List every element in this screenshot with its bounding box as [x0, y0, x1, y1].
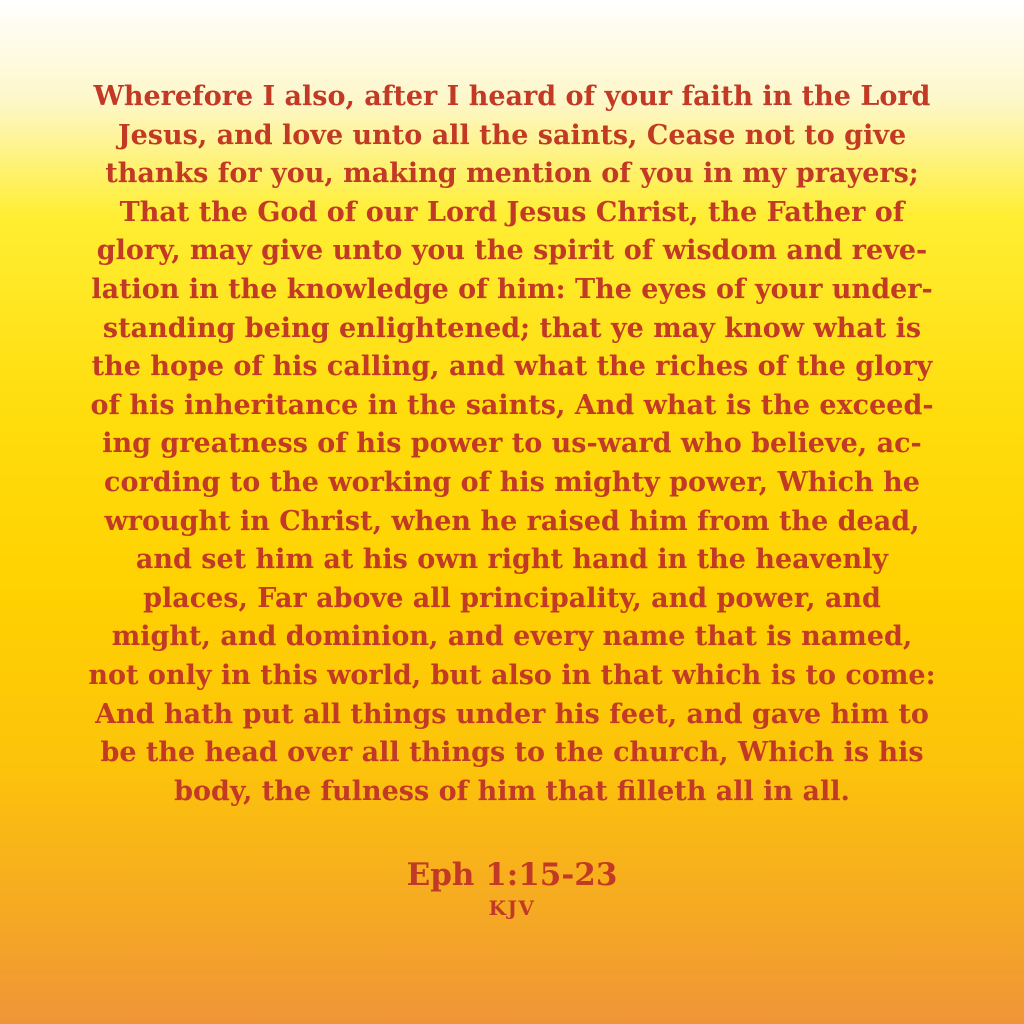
verse-reference: Eph 1:15-23 — [406, 857, 618, 894]
verse-line: places, Far above all principality, and power, and — [143, 582, 881, 614]
verse-line: might, and dominion, and every name that is named, — [111, 621, 913, 653]
verse-line: the hope of his calling, and what the riches of the glory — [91, 351, 933, 383]
verse-line: lation in the knowledge of him: The eyes of your under- — [91, 273, 933, 305]
verse-text — [0, 78, 1024, 811]
verse-line: ing greatness of his power to us-ward who believe, ac- — [102, 428, 922, 460]
verse-line: And hath put all things under his feet, and gave him to — [95, 698, 929, 730]
verse-line: Wherefore I also, after I heard of your faith in the Lord — [93, 81, 931, 112]
verse-line: That the God of our Lord Jesus Christ, the Father of — [119, 196, 905, 228]
verse-line: not only in this world, but also in that which is to come: — [88, 659, 936, 691]
verse-line: glory, may give unto you the spirit of wisdom and reve- — [96, 235, 928, 267]
verse-line: Jesus, and love unto all the saints, Cease not to give — [117, 119, 907, 151]
verse-line: wrought in Christ, when he raised him from the dead, — [104, 505, 920, 537]
translation-label: KJV — [488, 896, 536, 921]
verse-line: body, the fulness of him that filleth all in all. — [174, 775, 850, 807]
verse-line: and set him at his own right hand in the heavenly — [135, 544, 889, 576]
verse-line: thanks for you, making mention of you in my prayers; — [105, 158, 919, 190]
verse-line: standing being enlightened; that ye may know what is — [102, 312, 922, 344]
verse-line: of his inheritance in the saints, And what is the exceed- — [90, 389, 934, 421]
verse-line: be the head over all things to the church, Which is his — [100, 737, 924, 769]
verse-line: cording to the working of his mighty power, Which he — [104, 466, 920, 498]
